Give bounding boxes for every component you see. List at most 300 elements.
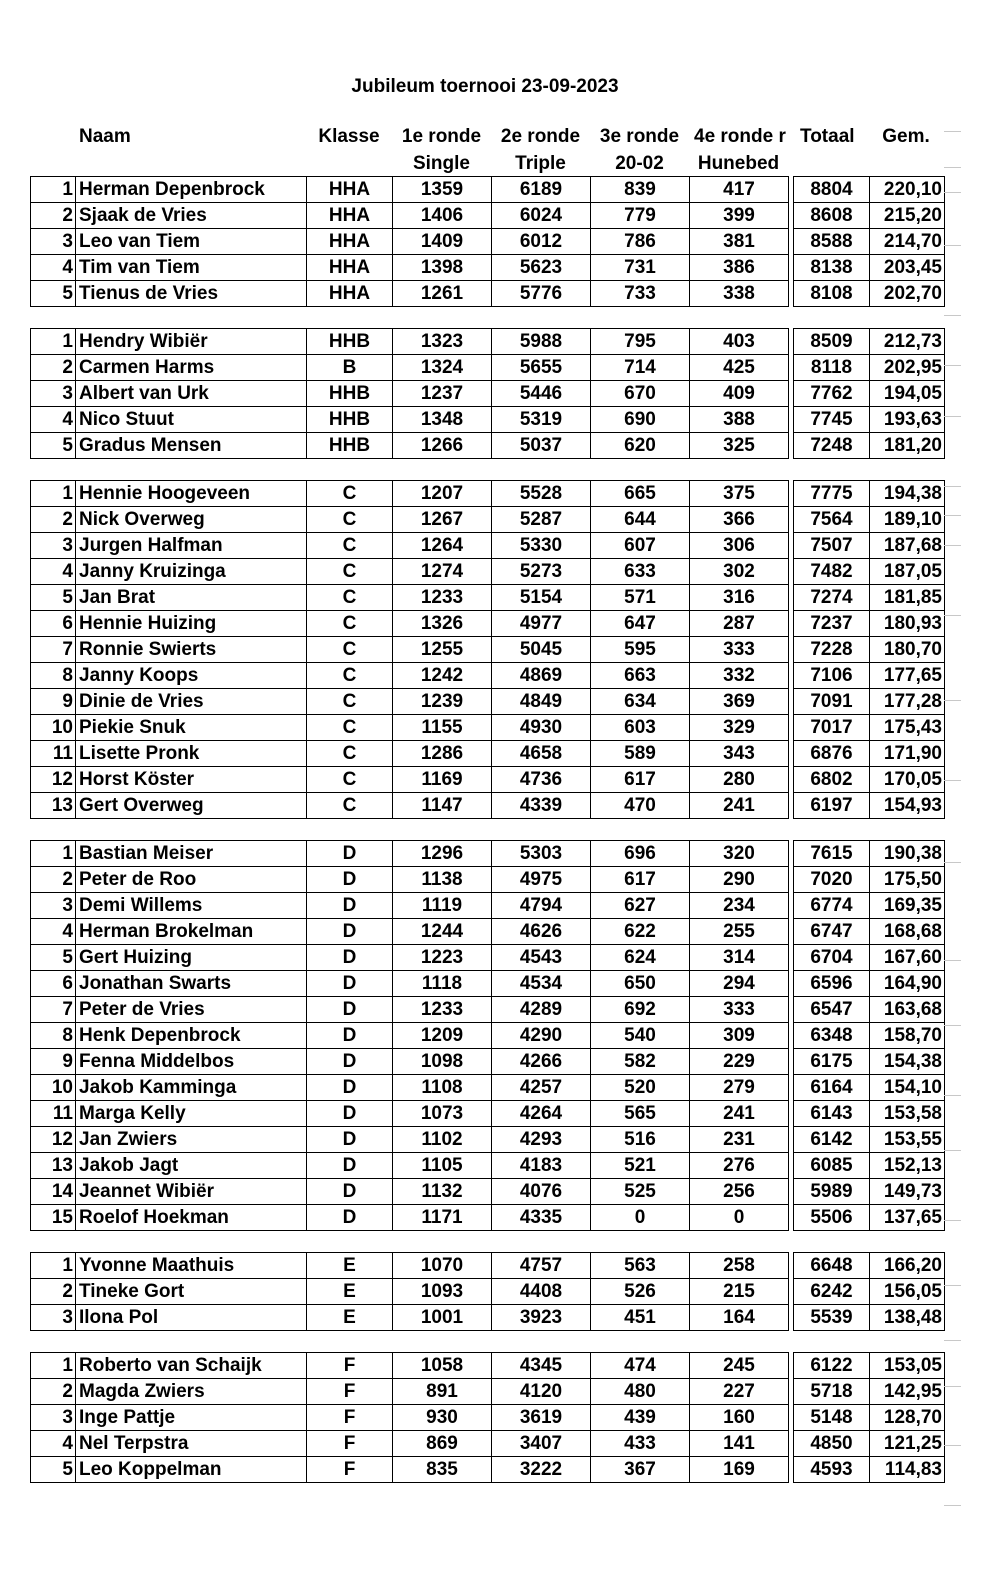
table-row [31, 893, 945, 919]
rank-cell: 3 [31, 1405, 76, 1431]
ronde-2-cell: 5303 [492, 841, 591, 867]
player-name-cell: Henk Depenbrock [76, 1023, 307, 1049]
ronde-4-cell: 388 [690, 407, 789, 433]
totaal-cell: 7775 [794, 481, 870, 507]
ronde-3-cell: 696 [591, 841, 690, 867]
ronde-2-cell: 3407 [492, 1431, 591, 1457]
ronde-4-cell: 241 [690, 793, 789, 819]
ronde-3-cell: 634 [591, 689, 690, 715]
gemiddelde-cell: 114,83 [870, 1457, 945, 1483]
rank-cell: 4 [31, 919, 76, 945]
rank-cell: 1 [31, 481, 76, 507]
results-table [30, 1252, 945, 1331]
player-name-cell: Jonathan Swarts [76, 971, 307, 997]
gridline-dash [944, 486, 961, 487]
klasse-cell: D [307, 945, 393, 971]
klasse-cell: C [307, 741, 393, 767]
ronde-4-cell: 231 [690, 1127, 789, 1153]
gridline-dash [944, 615, 961, 616]
klasse-cell: D [307, 1153, 393, 1179]
klasse-cell: E [307, 1279, 393, 1305]
ronde-2-cell: 5045 [492, 637, 591, 663]
ronde-1-cell: 1286 [393, 741, 492, 767]
ronde-3-cell: 525 [591, 1179, 690, 1205]
klasse-cell: HHA [307, 177, 393, 203]
ronde-4-cell: 386 [690, 255, 789, 281]
ronde-1-cell: 1348 [393, 407, 492, 433]
table-row [31, 203, 945, 229]
table-row [31, 433, 945, 459]
gemiddelde-cell: 170,05 [870, 767, 945, 793]
ronde-1-cell: 1118 [393, 971, 492, 997]
rank-cell: 1 [31, 177, 76, 203]
player-name-cell: Yvonne Maathuis [76, 1253, 307, 1279]
ronde-2-cell: 4658 [492, 741, 591, 767]
table-row [31, 585, 945, 611]
klasse-cell: D [307, 1023, 393, 1049]
player-name-cell: Janny Koops [76, 663, 307, 689]
gemiddelde-cell: 153,05 [870, 1353, 945, 1379]
ronde-1-cell: 869 [393, 1431, 492, 1457]
results-table [30, 840, 945, 1231]
table-row [31, 381, 945, 407]
rank-cell: 1 [31, 841, 76, 867]
ronde-4-cell: 316 [690, 585, 789, 611]
ronde-1-cell: 1098 [393, 1049, 492, 1075]
gemiddelde-cell: 187,68 [870, 533, 945, 559]
totaal-cell: 8138 [794, 255, 870, 281]
table-row [31, 715, 945, 741]
player-name-cell: Gert Overweg [76, 793, 307, 819]
table-row [31, 229, 945, 255]
totaal-cell: 5506 [794, 1205, 870, 1231]
rank-cell: 4 [31, 255, 76, 281]
totaal-cell: 7248 [794, 433, 870, 459]
rank-cell: 4 [31, 559, 76, 585]
ronde-3-cell: 520 [591, 1075, 690, 1101]
table-row [31, 355, 945, 381]
table-row [31, 1153, 945, 1179]
ronde-4-cell: 325 [690, 433, 789, 459]
klasse-cell: C [307, 533, 393, 559]
ronde-4-cell: 280 [690, 767, 789, 793]
table-row [31, 663, 945, 689]
ronde-1-cell: 1105 [393, 1153, 492, 1179]
klasse-cell: HHA [307, 255, 393, 281]
gemiddelde-cell: 177,65 [870, 663, 945, 689]
rank-cell: 8 [31, 1023, 76, 1049]
gridline-dash [944, 545, 961, 546]
totaal-cell: 7106 [794, 663, 870, 689]
gridline-dash [944, 780, 961, 781]
gridline-dash [944, 365, 961, 366]
table-row [31, 919, 945, 945]
ronde-4-cell: 375 [690, 481, 789, 507]
player-name-cell: Carmen Harms [76, 355, 307, 381]
gemiddelde-cell: 202,95 [870, 355, 945, 381]
klasse-cell: F [307, 1431, 393, 1457]
ronde-1-cell: 1119 [393, 893, 492, 919]
ronde-4-cell: 333 [690, 637, 789, 663]
totaal-cell: 7274 [794, 585, 870, 611]
klasse-cell: C [307, 689, 393, 715]
player-name-cell: Hennie Huizing [76, 611, 307, 637]
ronde-2-cell: 3222 [492, 1457, 591, 1483]
gemiddelde-cell: 149,73 [870, 1179, 945, 1205]
player-name-cell: Hendry Wibiër [76, 329, 307, 355]
ronde-4-cell: 141 [690, 1431, 789, 1457]
player-name-cell: Jan Zwiers [76, 1127, 307, 1153]
player-name-cell: Bastian Meiser [76, 841, 307, 867]
gemiddelde-cell: 137,65 [870, 1205, 945, 1231]
ronde-4-cell: 403 [690, 329, 789, 355]
ronde-2-cell: 3619 [492, 1405, 591, 1431]
ronde-2-cell: 4869 [492, 663, 591, 689]
gridline-dash [944, 1150, 961, 1151]
ronde-4-cell: 215 [690, 1279, 789, 1305]
ronde-3-cell: 665 [591, 481, 690, 507]
ronde-1-cell: 1102 [393, 1127, 492, 1153]
ronde-3-cell: 622 [591, 919, 690, 945]
gridline-dash [944, 1505, 961, 1506]
ronde-3-cell: 540 [591, 1023, 690, 1049]
gridline-dash [944, 1285, 961, 1286]
ronde-1-cell: 1324 [393, 355, 492, 381]
results-groups [30, 176, 945, 1504]
player-name-cell: Ilona Pol [76, 1305, 307, 1331]
ronde-2-cell: 5154 [492, 585, 591, 611]
ronde-2-cell: 4930 [492, 715, 591, 741]
ronde-1-cell: 1274 [393, 559, 492, 585]
ronde-3-cell: 0 [591, 1205, 690, 1231]
ronde-4-cell: 314 [690, 945, 789, 971]
rank-cell: 1 [31, 1253, 76, 1279]
gemiddelde-cell: 187,05 [870, 559, 945, 585]
header-ronde-1: 1e ronde [401, 126, 482, 147]
ronde-4-cell: 164 [690, 1305, 789, 1331]
ronde-1-cell: 930 [393, 1405, 492, 1431]
ronde-1-cell: 891 [393, 1379, 492, 1405]
rank-cell: 4 [31, 1431, 76, 1457]
ronde-3-cell: 644 [591, 507, 690, 533]
player-name-cell: Herman Brokelman [76, 919, 307, 945]
rank-cell: 13 [31, 1153, 76, 1179]
ronde-4-cell: 425 [690, 355, 789, 381]
totaal-cell: 7762 [794, 381, 870, 407]
gemiddelde-cell: 181,20 [870, 433, 945, 459]
player-name-cell: Sjaak de Vries [76, 203, 307, 229]
ronde-2-cell: 4736 [492, 767, 591, 793]
table-row [31, 689, 945, 715]
table-row [31, 1127, 945, 1153]
klasse-cell: E [307, 1253, 393, 1279]
ronde-2-cell: 3923 [492, 1305, 591, 1331]
rank-cell: 3 [31, 1305, 76, 1331]
rank-cell: 14 [31, 1179, 76, 1205]
results-table [30, 176, 945, 307]
ronde-4-cell: 279 [690, 1075, 789, 1101]
rank-cell: 9 [31, 1049, 76, 1075]
table-row [31, 1049, 945, 1075]
klasse-cell: D [307, 893, 393, 919]
ronde-3-cell: 714 [591, 355, 690, 381]
ronde-1-cell: 1239 [393, 689, 492, 715]
klasse-cell: D [307, 1179, 393, 1205]
ronde-2-cell: 4543 [492, 945, 591, 971]
ronde-4-cell: 409 [690, 381, 789, 407]
klasse-cell: HHA [307, 281, 393, 307]
ronde-4-cell: 302 [690, 559, 789, 585]
table-row [31, 971, 945, 997]
ronde-3-cell: 595 [591, 637, 690, 663]
gemiddelde-cell: 153,58 [870, 1101, 945, 1127]
ronde-2-cell: 4794 [492, 893, 591, 919]
ronde-1-cell: 1409 [393, 229, 492, 255]
player-name-cell: Leo Koppelman [76, 1457, 307, 1483]
ronde-4-cell: 229 [690, 1049, 789, 1075]
player-name-cell: Jan Brat [76, 585, 307, 611]
ronde-1-cell: 1359 [393, 177, 492, 203]
gridline-dash [944, 862, 961, 863]
table-row [31, 559, 945, 585]
ronde-3-cell: 692 [591, 997, 690, 1023]
totaal-cell: 7482 [794, 559, 870, 585]
klasse-cell: D [307, 1205, 393, 1231]
player-name-cell: Albert van Urk [76, 381, 307, 407]
gemiddelde-cell: 158,70 [870, 1023, 945, 1049]
klasse-cell: D [307, 841, 393, 867]
totaal-cell: 4593 [794, 1457, 870, 1483]
table-row [31, 407, 945, 433]
totaal-cell: 6704 [794, 945, 870, 971]
results-table [30, 1352, 945, 1483]
totaal-cell: 5718 [794, 1379, 870, 1405]
totaal-cell: 7237 [794, 611, 870, 637]
ronde-1-cell: 1326 [393, 611, 492, 637]
klasse-cell: D [307, 997, 393, 1023]
ronde-1-cell: 835 [393, 1457, 492, 1483]
gridline-dash [944, 1445, 961, 1446]
totaal-cell: 6122 [794, 1353, 870, 1379]
gemiddelde-cell: 215,20 [870, 203, 945, 229]
ronde-3-cell: 733 [591, 281, 690, 307]
totaal-cell: 7017 [794, 715, 870, 741]
ronde-1-cell: 1209 [393, 1023, 492, 1049]
klasse-cell: D [307, 1127, 393, 1153]
ronde-2-cell: 5988 [492, 329, 591, 355]
ronde-3-cell: 563 [591, 1253, 690, 1279]
totaal-cell: 6596 [794, 971, 870, 997]
ronde-1-cell: 1171 [393, 1205, 492, 1231]
ronde-1-cell: 1233 [393, 997, 492, 1023]
player-name-cell: Nel Terpstra [76, 1431, 307, 1457]
ronde-4-cell: 255 [690, 919, 789, 945]
ronde-4-cell: 329 [690, 715, 789, 741]
header-ronde-4-sub: Hunebed [697, 153, 780, 174]
gridline-dash [944, 131, 961, 132]
ronde-2-cell: 4408 [492, 1279, 591, 1305]
ronde-3-cell: 516 [591, 1127, 690, 1153]
gemiddelde-cell: 175,50 [870, 867, 945, 893]
ronde-2-cell: 4345 [492, 1353, 591, 1379]
ronde-3-cell: 565 [591, 1101, 690, 1127]
rank-cell: 1 [31, 1353, 76, 1379]
rank-cell: 13 [31, 793, 76, 819]
gemiddelde-cell: 169,35 [870, 893, 945, 919]
ronde-4-cell: 276 [690, 1153, 789, 1179]
ronde-3-cell: 589 [591, 741, 690, 767]
gemiddelde-cell: 177,28 [870, 689, 945, 715]
table-row [31, 1405, 945, 1431]
ronde-4-cell: 256 [690, 1179, 789, 1205]
klasse-cell: HHA [307, 203, 393, 229]
klasse-cell: B [307, 355, 393, 381]
gemiddelde-cell: 175,43 [870, 715, 945, 741]
player-name-cell: Leo van Tiem [76, 229, 307, 255]
rank-cell: 2 [31, 507, 76, 533]
rank-cell: 15 [31, 1205, 76, 1231]
gemiddelde-cell: 167,60 [870, 945, 945, 971]
klasse-cell: D [307, 919, 393, 945]
table-row [31, 255, 945, 281]
gemiddelde-cell: 181,85 [870, 585, 945, 611]
ronde-1-cell: 1233 [393, 585, 492, 611]
ronde-1-cell: 1132 [393, 1179, 492, 1205]
ronde-4-cell: 0 [690, 1205, 789, 1231]
page-title: Jubileum toernooi 23-09-2023 [351, 76, 619, 97]
klasse-cell: F [307, 1353, 393, 1379]
player-name-cell: Inge Pattje [76, 1405, 307, 1431]
ronde-2-cell: 5623 [492, 255, 591, 281]
klasse-cell: C [307, 585, 393, 611]
totaal-cell: 5989 [794, 1179, 870, 1205]
ronde-2-cell: 4626 [492, 919, 591, 945]
klasse-cell: D [307, 971, 393, 997]
table-row [31, 841, 945, 867]
player-name-cell: Dinie de Vries [76, 689, 307, 715]
player-name-cell: Piekie Snuk [76, 715, 307, 741]
table-row [31, 1205, 945, 1231]
totaal-cell: 6242 [794, 1279, 870, 1305]
header-ronde-2-sub: Triple [515, 153, 566, 174]
ronde-3-cell: 647 [591, 611, 690, 637]
ronde-2-cell: 4289 [492, 997, 591, 1023]
gemiddelde-cell: 154,93 [870, 793, 945, 819]
ronde-2-cell: 4975 [492, 867, 591, 893]
rank-cell: 6 [31, 971, 76, 997]
totaal-cell: 8804 [794, 177, 870, 203]
gridline-dash [944, 1025, 961, 1026]
ronde-4-cell: 366 [690, 507, 789, 533]
gridline-dash [944, 245, 961, 246]
ronde-4-cell: 160 [690, 1405, 789, 1431]
table-row [31, 1379, 945, 1405]
ronde-2-cell: 6189 [492, 177, 591, 203]
ronde-3-cell: 433 [591, 1431, 690, 1457]
ronde-1-cell: 1242 [393, 663, 492, 689]
totaal-cell: 8108 [794, 281, 870, 307]
klasse-cell: C [307, 663, 393, 689]
table-row [31, 1279, 945, 1305]
player-name-cell: Horst Köster [76, 767, 307, 793]
table-row [31, 767, 945, 793]
player-name-cell: Jakob Kamminga [76, 1075, 307, 1101]
ronde-1-cell: 1058 [393, 1353, 492, 1379]
totaal-cell: 6774 [794, 893, 870, 919]
ronde-4-cell: 399 [690, 203, 789, 229]
totaal-cell: 6197 [794, 793, 870, 819]
player-name-cell: Hennie Hoogeveen [76, 481, 307, 507]
table-row [31, 997, 945, 1023]
rank-cell: 11 [31, 741, 76, 767]
ronde-2-cell: 4076 [492, 1179, 591, 1205]
ronde-3-cell: 617 [591, 767, 690, 793]
results-table [30, 480, 945, 819]
table-row [31, 1075, 945, 1101]
gemiddelde-cell: 171,90 [870, 741, 945, 767]
gemiddelde-cell: 142,95 [870, 1379, 945, 1405]
gridline-dash [944, 167, 961, 168]
ronde-4-cell: 169 [690, 1457, 789, 1483]
rank-cell: 3 [31, 381, 76, 407]
gemiddelde-cell: 156,05 [870, 1279, 945, 1305]
ronde-4-cell: 241 [690, 1101, 789, 1127]
header-ronde-1-sub: Single [412, 153, 470, 174]
ronde-4-cell: 245 [690, 1353, 789, 1379]
ronde-1-cell: 1070 [393, 1253, 492, 1279]
ronde-1-cell: 1296 [393, 841, 492, 867]
ronde-1-cell: 1093 [393, 1279, 492, 1305]
ronde-4-cell: 381 [690, 229, 789, 255]
player-name-cell: Ronnie Swierts [76, 637, 307, 663]
gemiddelde-cell: 154,38 [870, 1049, 945, 1075]
klasse-cell: HHB [307, 381, 393, 407]
totaal-cell: 6802 [794, 767, 870, 793]
ronde-2-cell: 4264 [492, 1101, 591, 1127]
gemiddelde-cell: 121,25 [870, 1431, 945, 1457]
klasse-cell: D [307, 867, 393, 893]
player-name-cell: Roberto van Schaijk [76, 1353, 307, 1379]
player-name-cell: Demi Willems [76, 893, 307, 919]
table-row [31, 481, 945, 507]
ronde-2-cell: 5319 [492, 407, 591, 433]
ronde-4-cell: 369 [690, 689, 789, 715]
gemiddelde-cell: 190,38 [870, 841, 945, 867]
ronde-3-cell: 521 [591, 1153, 690, 1179]
totaal-cell: 6876 [794, 741, 870, 767]
ronde-1-cell: 1255 [393, 637, 492, 663]
player-name-cell: Jakob Jagt [76, 1153, 307, 1179]
table-row [31, 329, 945, 355]
klasse-cell: C [307, 481, 393, 507]
ronde-2-cell: 5776 [492, 281, 591, 307]
klasse-cell: C [307, 767, 393, 793]
ronde-3-cell: 690 [591, 407, 690, 433]
player-name-cell: Gradus Mensen [76, 433, 307, 459]
totaal-cell: 7507 [794, 533, 870, 559]
ronde-1-cell: 1261 [393, 281, 492, 307]
klasse-cell: C [307, 611, 393, 637]
table-row [31, 637, 945, 663]
table-row [31, 1353, 945, 1379]
gridline-dash [944, 515, 961, 516]
ronde-3-cell: 670 [591, 381, 690, 407]
ronde-2-cell: 5446 [492, 381, 591, 407]
totaal-cell: 6348 [794, 1023, 870, 1049]
gemiddelde-cell: 166,20 [870, 1253, 945, 1279]
ronde-3-cell: 795 [591, 329, 690, 355]
klasse-cell: HHA [307, 229, 393, 255]
